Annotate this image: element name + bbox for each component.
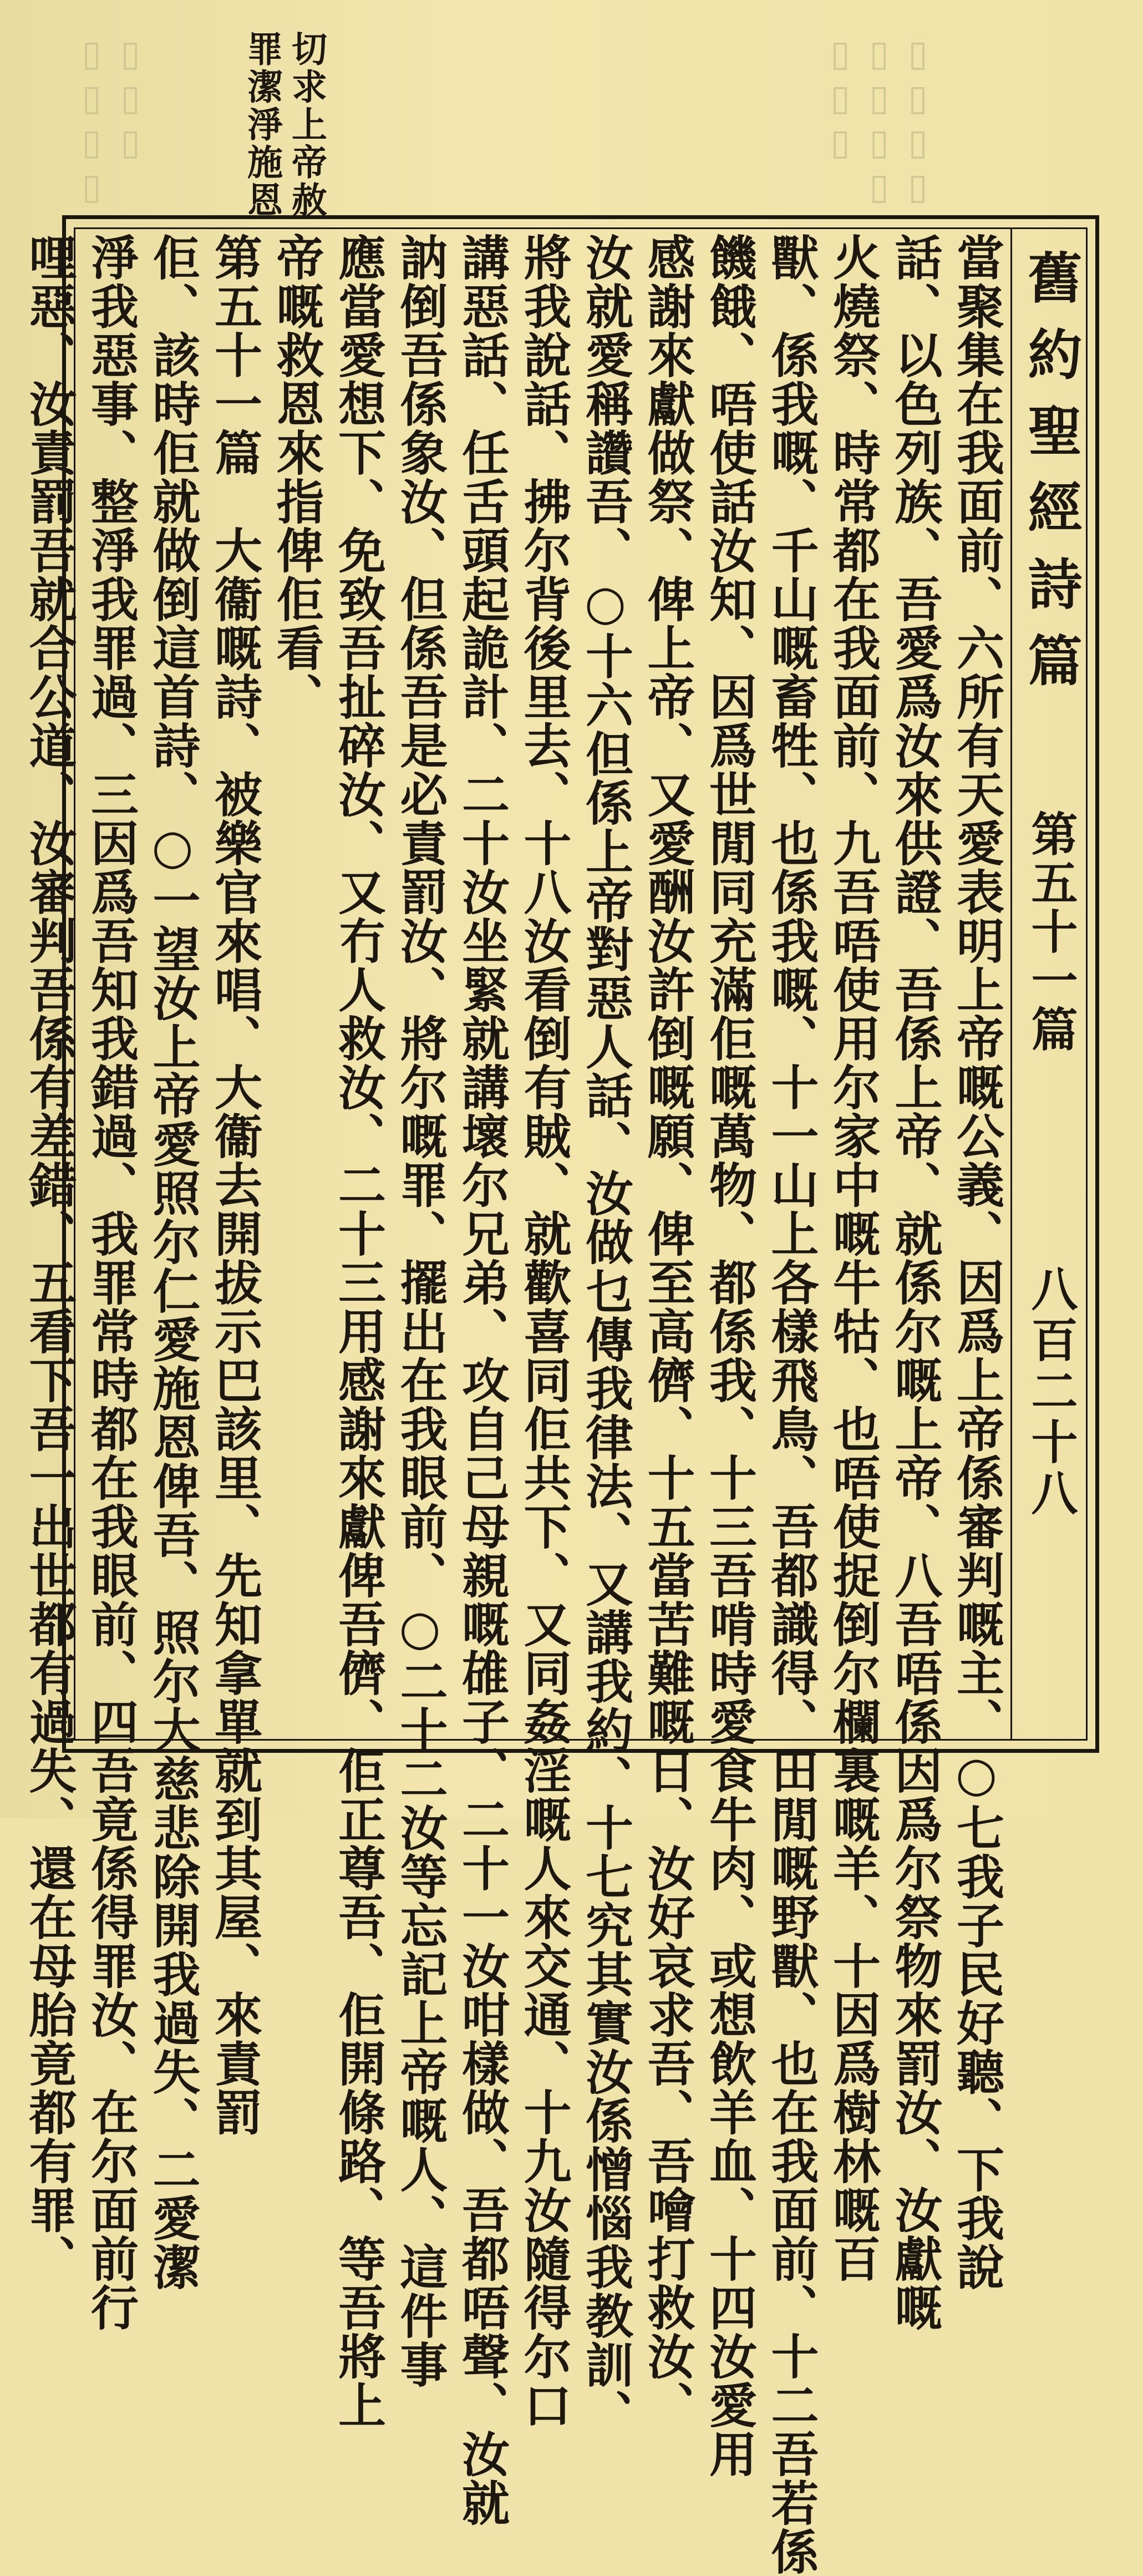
text-line: 將我說話、拂尔背後里去、十八汝看倒有賊、就歡喜同佢共下、又同姦淫嘅人來交通、十九汝隨得尔口: [515, 233, 572, 2430]
text-line: 哩惡、汝責罰吾就合公道、汝審判吾係有差錯、五看下吾一出世都有過失、還在母胎竟都有罪、: [21, 233, 77, 2283]
text-line: 應當愛想下、免致吾扯碎汝、又冇人救汝、二十三用感謝來獻俾吾儕、佢正尊吾、佢開條路、等吾將上: [330, 233, 386, 2430]
page-number: 八百二十八: [1024, 1265, 1079, 1520]
text-line: 感謝來獻做祭、俾上帝、又愛酬汝許倒嘅願、俾至高儕、十五當苦難嘅日、汝好哀求吾、吾噲打救汝、: [639, 233, 695, 2430]
header-divider: [1010, 227, 1012, 1741]
text-line: 佢、該時佢就做倒這首詩、○一望汝上帝愛照尔仁愛施恩俾吾、照尔大慈悲除開我過失、二愛潔: [144, 233, 201, 2291]
bleed-through-text-right: ▯▯▯▯ ▯▯▯▯ ▯▯▯: [820, 33, 938, 211]
running-header: [1013, 227, 1088, 1741]
text-line: 當聚集在我面前、六所有天愛表明上帝嘅公義、因爲上帝係審判嘅主、○七我子民好聽、下我說: [948, 233, 1004, 2291]
body-text: [21, 233, 1007, 2576]
text-line: 話、以色列族、吾愛爲汝來供證、吾係上帝、就係尔嘅上帝、八吾唔係因爲尔祭物來罰汝、汝獻嘅: [886, 233, 943, 2332]
book-title: 舊約聖經詩篇: [1019, 250, 1083, 709]
text-line: 講惡話、任舌頭起詭計、二十汝坐緊就講壞尔兄弟、攻自己母親嘅䧺子、二十一汝咁樣做、吾都唔聲、汝就: [454, 233, 510, 2527]
text-line: 饑餓、唔使話汝知、因爲世閒同充滿佢嘅萬物、都係我、十三吾啃時愛食牛肉、或想飲羊血、十四汝愛用: [701, 233, 757, 2478]
chapter-title: 第五十一篇: [1024, 810, 1079, 1054]
text-line: 火燒祭、時常都在我面前、九吾唔使用尔家中嘅牛牯、也唔使捉倒尔欄裏嘅羊、十因爲樹林嘅百: [825, 233, 881, 2283]
margin-note-line: 罪潔淨施恩: [241, 31, 283, 219]
chapter-heading-line: 第五十一篇 大衞嘅詩、被樂官來唱、大衞去開拔示巴該里、先知拿單就到其屋、來責罰: [206, 233, 262, 2137]
margin-note-line: 切求上帝赦: [286, 31, 327, 219]
text-line: 帝嘅救恩來指俾佢看、: [268, 233, 324, 721]
margin-note: [240, 31, 328, 219]
text-line: 訥倒吾係象汝、但係吾是必責罰汝、將尔嘅罪、擺出在我眼前、○二十二汝等忘記上帝嘅人、這件事: [392, 233, 448, 2389]
text-line: 淨我惡事、整淨我罪過、三因爲吾知我錯過、我罪常時都在我眼前、四吾竟係得罪汝、在尔面前行: [83, 233, 139, 2332]
text-line: 獸、係我嘅、千山嘅畜牲、也係我嘅、十一山上各樣飛鳥、吾都識得、田閒嘅野獸、也在我面前、十二吾若係: [763, 233, 819, 2576]
text-line: 汝就愛稱讚吾、○十六但係上帝對惡人話、汝做乜傳我律法、又講我約、十七究其實汝係憎惱我教訓、: [577, 233, 633, 2438]
bleed-through-text-left: ▯▯▯ ▯▯▯▯: [71, 33, 151, 211]
